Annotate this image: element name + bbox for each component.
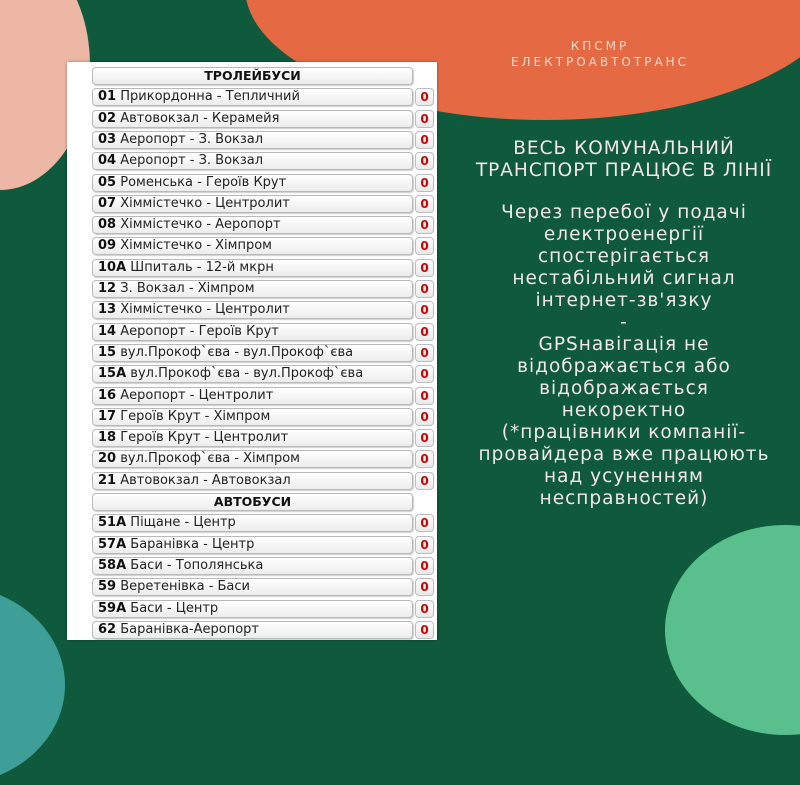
route-number: 57А: [98, 536, 127, 552]
notice-line: спостерігається: [538, 246, 710, 267]
route-number: 17: [98, 408, 117, 424]
route-row[interactable]: [92, 535, 437, 556]
route-cell[interactable]: [92, 237, 413, 255]
route-number: 10А: [98, 259, 127, 275]
route-cell[interactable]: [92, 429, 413, 447]
route-number: 20: [98, 451, 117, 467]
route-row[interactable]: [92, 151, 437, 172]
route-row[interactable]: [92, 194, 437, 215]
route-row[interactable]: [92, 620, 437, 641]
route-row[interactable]: [92, 471, 437, 492]
route-name: Аеропорт - Центролит: [120, 387, 274, 403]
route-cell[interactable]: [92, 131, 413, 149]
vehicle-count: 0: [415, 621, 434, 639]
route-row[interactable]: [92, 87, 437, 108]
route-name: Піщане - Центр: [130, 515, 236, 531]
route-number: 03: [98, 131, 117, 147]
vehicle-count: 0: [415, 514, 434, 532]
route-cell[interactable]: [92, 344, 413, 362]
bus-section-header: [92, 492, 437, 513]
route-number: 04: [98, 153, 117, 169]
org-name-line1: КПСМР: [570, 39, 630, 53]
route-name: Аеропорт - З. Вокзал: [120, 153, 264, 169]
vehicle-count: 0: [415, 578, 434, 596]
route-row[interactable]: [92, 215, 437, 236]
route-number: 05: [98, 174, 117, 190]
route-row[interactable]: [92, 428, 437, 449]
route-cell[interactable]: [92, 557, 413, 575]
route-row[interactable]: [92, 449, 437, 470]
vehicle-count: 0: [415, 195, 434, 213]
route-number: 18: [98, 430, 117, 446]
vehicle-count: 0: [415, 259, 434, 277]
route-cell[interactable]: [92, 536, 413, 554]
route-number: 58А: [98, 557, 127, 573]
trolleybus-section-header-label: ТРОЛЕЙБУСИ: [92, 67, 413, 85]
trolleybus-section-header: [92, 66, 437, 87]
route-row[interactable]: [92, 236, 437, 257]
notice-line: несправностей): [539, 488, 709, 509]
route-number: 13: [98, 302, 117, 318]
route-number: 15А: [98, 366, 127, 382]
route-number: 59: [98, 579, 117, 595]
decor-green-blob: [665, 525, 800, 735]
vehicle-count: 0: [415, 301, 434, 319]
route-name: Аеропорт - Героїв Крут: [120, 323, 279, 339]
route-cell[interactable]: [92, 621, 413, 639]
route-number: 21: [98, 472, 117, 488]
route-name: Героїв Крут - Центролит: [120, 430, 289, 446]
route-row[interactable]: [92, 109, 437, 130]
vehicle-count: 0: [415, 131, 434, 149]
notice-line: електроенергії: [543, 224, 705, 245]
route-row[interactable]: [92, 343, 437, 364]
route-name: Хіммістечко - Хімпром: [120, 238, 272, 254]
notice-line: нестабільний сигнал: [512, 268, 736, 289]
route-number: 12: [98, 281, 117, 296]
route-name: Автовокзал - Керамейя: [120, 110, 280, 126]
notice-line: провайдера вже працюють: [478, 444, 770, 465]
vehicle-count: 0: [415, 557, 434, 575]
route-row[interactable]: [92, 300, 437, 321]
notice-line: ТРАНСПОРТ ПРАЦЮЄ В ЛІНІЇ: [475, 160, 773, 181]
route-name: З. Вокзал - Хімпром: [120, 281, 255, 296]
notice-line: (*працівники компанії-: [501, 422, 747, 443]
route-number: 15: [98, 344, 117, 360]
route-cell[interactable]: [92, 600, 413, 618]
route-cell[interactable]: [92, 387, 413, 405]
route-row[interactable]: [92, 322, 437, 343]
route-name: Шпиталь - 12-й мкрн: [130, 259, 274, 275]
route-number: 59А: [98, 600, 127, 616]
route-cell[interactable]: [92, 174, 413, 192]
route-row[interactable]: [92, 258, 437, 279]
route-cell[interactable]: [92, 365, 413, 383]
route-status-table: [67, 62, 437, 640]
route-cell[interactable]: [92, 578, 413, 596]
org-name-line2: ЕЛЕКТРОАВТОТРАНС: [510, 55, 690, 69]
route-name: Прикордонна - Тепличний: [120, 89, 300, 105]
vehicle-count: 0: [415, 216, 434, 234]
vehicle-count: 0: [415, 450, 434, 468]
route-row[interactable]: [92, 173, 437, 194]
route-cell[interactable]: [92, 110, 413, 128]
route-name: Хіммістечко - Центролит: [120, 195, 290, 211]
notice-line: -: [620, 312, 628, 333]
route-name: вул.Прокоф`єва - Хімпром: [120, 451, 300, 467]
route-name: вул.Прокоф`єва - вул.Прокоф`єва: [120, 344, 354, 360]
route-number: 14: [98, 323, 117, 339]
route-cell[interactable]: [92, 195, 413, 213]
route-name: Веретенівка - Баси: [120, 579, 250, 595]
vehicle-count: 0: [415, 408, 434, 426]
vehicle-count: 0: [415, 110, 434, 128]
notice-line: відображається: [539, 378, 709, 399]
vehicle-count: 0: [415, 323, 434, 341]
route-row[interactable]: [92, 130, 437, 151]
route-name: Роменська - Героїв Крут: [120, 174, 287, 190]
route-row[interactable]: [92, 386, 437, 407]
notice-line: відображається або: [517, 356, 731, 377]
notice-line: Через перебої у подачі: [501, 202, 747, 223]
route-row[interactable]: [92, 577, 437, 598]
route-row[interactable]: [92, 556, 437, 577]
vehicle-count: 0: [415, 237, 434, 255]
route-cell[interactable]: [92, 259, 413, 277]
route-cell[interactable]: [92, 323, 413, 341]
route-number: 51А: [98, 515, 127, 531]
route-cell[interactable]: [92, 514, 413, 532]
route-number: 16: [98, 387, 117, 403]
vehicle-count: 0: [415, 600, 434, 618]
route-name: Баси - Центр: [130, 600, 219, 616]
notice-line: над усуненням: [544, 466, 704, 487]
route-row[interactable]: [92, 407, 437, 428]
vehicle-count: 0: [415, 174, 434, 192]
vehicle-count: 0: [415, 152, 434, 170]
route-name: Аеропорт - З. Вокзал: [120, 131, 264, 147]
route-name: Автовокзал - Автовокзал: [120, 472, 291, 488]
vehicle-count: 0: [415, 429, 434, 447]
route-name: Баси - Тополянська: [130, 557, 264, 573]
route-name: Хіммістечко - Центролит: [120, 302, 290, 318]
vehicle-count: 0: [415, 280, 434, 298]
vehicle-count: 0: [415, 365, 434, 383]
notice-line: інтернет-зв'язку: [535, 290, 713, 311]
route-cell[interactable]: [92, 408, 413, 426]
route-number: 09: [98, 238, 117, 254]
notice-line: некоректно: [561, 400, 687, 421]
route-number: 07: [98, 195, 117, 211]
route-number: 01: [98, 89, 117, 105]
route-name: Баранівка-Аеропорт: [120, 621, 259, 637]
route-cell[interactable]: [92, 450, 413, 468]
route-name: Героїв Крут - Хімпром: [120, 408, 271, 424]
route-number: 02: [98, 110, 117, 126]
route-cell[interactable]: [92, 301, 413, 319]
vehicle-count: 0: [415, 88, 434, 106]
service-notice: [446, 138, 800, 510]
route-cell[interactable]: [92, 472, 413, 490]
notice-line: [446, 182, 800, 202]
route-number: 62: [98, 621, 117, 637]
vehicle-count: 0: [415, 387, 434, 405]
route-row[interactable]: [92, 599, 437, 620]
route-cell[interactable]: [92, 88, 413, 106]
vehicle-count: 0: [415, 344, 434, 362]
route-row[interactable]: [92, 279, 437, 300]
route-cell[interactable]: [92, 152, 413, 170]
notice-line: ВЕСЬ КОМУНАЛЬНИЙ: [513, 138, 735, 159]
vehicle-count: 0: [415, 472, 434, 490]
notice-line: GPSнавігація не: [538, 334, 710, 355]
bus-section-header-label: АВТОБУСИ: [92, 493, 413, 511]
decor-teal-blob: [0, 585, 65, 785]
route-cell[interactable]: [92, 216, 413, 234]
route-name: вул.Прокоф`єва - вул.Прокоф`єва: [130, 366, 364, 382]
route-number: 08: [98, 217, 117, 233]
route-name: Баранівка - Центр: [130, 536, 255, 552]
route-row[interactable]: [92, 364, 437, 385]
route-name: Хіммістечко - Аеропорт: [120, 217, 281, 233]
vehicle-count: 0: [415, 536, 434, 554]
route-cell[interactable]: [92, 280, 413, 298]
route-row[interactable]: [92, 513, 437, 534]
